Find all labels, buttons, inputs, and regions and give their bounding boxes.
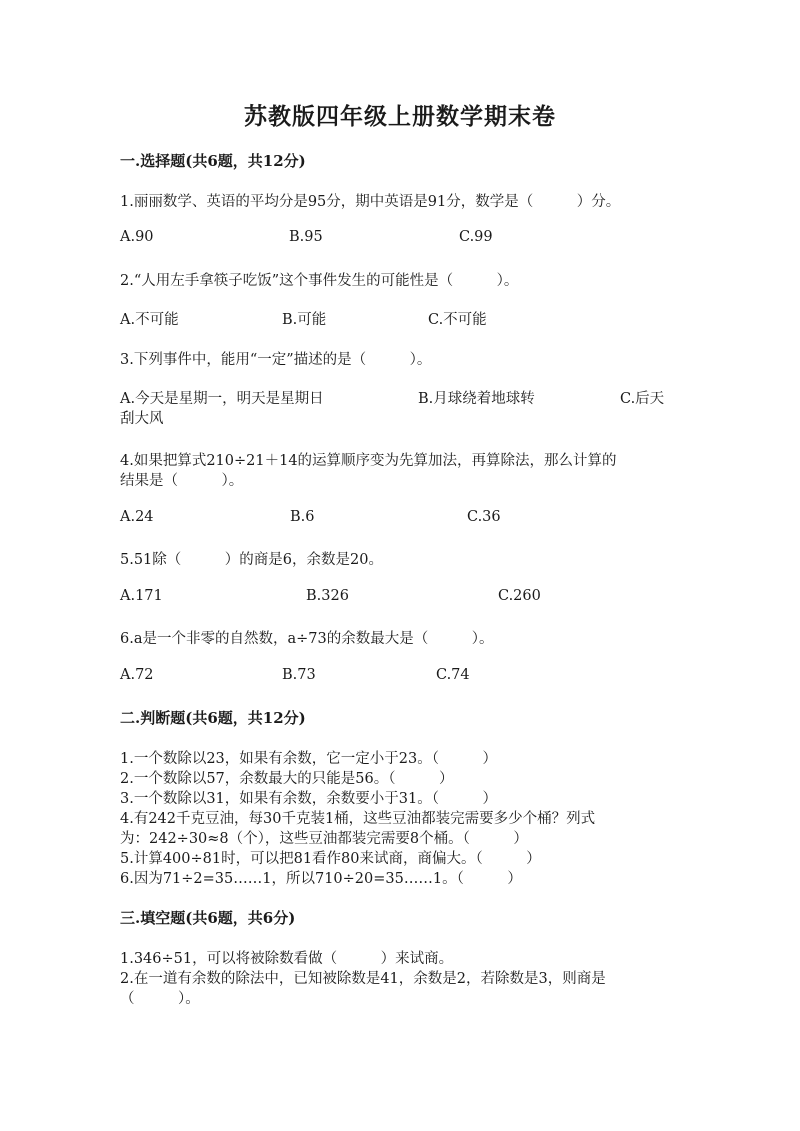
answer-option: B.326 bbox=[306, 588, 349, 604]
question-text: 3.下列事件中，能用“一定”描述的是（ ）。 bbox=[120, 352, 432, 368]
answer-option: C.260 bbox=[498, 588, 541, 604]
answer-option-continuation: 刮大风 bbox=[120, 411, 164, 427]
question-text: 结果是（ ）。 bbox=[120, 473, 244, 489]
section-heading-fill-blank: 三.填空题(共6题，共6分) bbox=[120, 909, 296, 927]
answer-option: C.不可能 bbox=[428, 312, 487, 328]
question-text: 4.如果把算式210÷21＋14的运算顺序变为先算加法，再算除法，那么计算的 bbox=[120, 453, 617, 469]
answer-option: C.36 bbox=[467, 509, 501, 525]
answer-option: B.95 bbox=[289, 229, 323, 245]
question-text: 为：242÷30≈8（个），这些豆油都装完需要8个桶。（ ） bbox=[120, 831, 528, 847]
question-text: 2.在一道有余数的除法中，已知被除数是41，余数是2，若除数是3，则商是 bbox=[120, 971, 606, 987]
question-text: 4.有242千克豆油，每30千克装1桶，这些豆油都装完需要多少个桶？列式 bbox=[120, 811, 596, 827]
question-text: 2.“人用左手拿筷子吃饭”这个事件发生的可能性是（ ）。 bbox=[120, 273, 519, 289]
answer-option: A.24 bbox=[120, 509, 154, 525]
question-text: 3.一个数除以31，如果有余数，余数要小于31。（ ） bbox=[120, 791, 497, 807]
question-text: 1.一个数除以23，如果有余数，它一定小于23。（ ） bbox=[120, 751, 497, 767]
question-text: 6.a是一个非零的自然数，a÷73的余数最大是（ ）。 bbox=[120, 631, 494, 647]
section-heading-choice: 一.选择题(共6题，共12分) bbox=[120, 152, 306, 170]
page-title: 苏教版四年级上册数学期末卷 bbox=[244, 103, 556, 130]
question-text: 5.计算400÷81时，可以把81看作80来试商，商偏大。（ ） bbox=[120, 851, 541, 867]
question-text: 6.因为71÷2=35……1，所以710÷20=35……1。（ ） bbox=[120, 871, 522, 887]
question-text: （ ）。 bbox=[120, 991, 200, 1007]
answer-option: A.171 bbox=[120, 588, 163, 604]
answer-option: B.6 bbox=[290, 509, 315, 525]
answer-option: A.今天是星期一，明天是星期日 bbox=[120, 391, 324, 407]
section-heading-judgment: 二.判断题(共6题，共12分) bbox=[120, 709, 306, 727]
answer-option: C.74 bbox=[436, 667, 470, 683]
answer-option: C.后天 bbox=[620, 391, 665, 407]
answer-option: A.90 bbox=[120, 229, 154, 245]
question-text: 1.丽丽数学、英语的平均分是95分，期中英语是91分，数学是（ ）分。 bbox=[120, 194, 621, 210]
answer-option: B.月球绕着地球转 bbox=[418, 391, 535, 407]
answer-option: C.99 bbox=[459, 229, 493, 245]
question-text: 2.一个数除以57，余数最大的只能是56。（ ） bbox=[120, 771, 454, 787]
answer-option: A.72 bbox=[120, 667, 154, 683]
answer-option: B.73 bbox=[282, 667, 316, 683]
answer-option: A.不可能 bbox=[120, 312, 179, 328]
question-text: 5.51除（ ）的商是6，余数是20。 bbox=[120, 552, 383, 568]
answer-option: B.可能 bbox=[282, 312, 327, 328]
question-text: 1.346÷51，可以将被除数看做（ ）来试商。 bbox=[120, 951, 454, 967]
